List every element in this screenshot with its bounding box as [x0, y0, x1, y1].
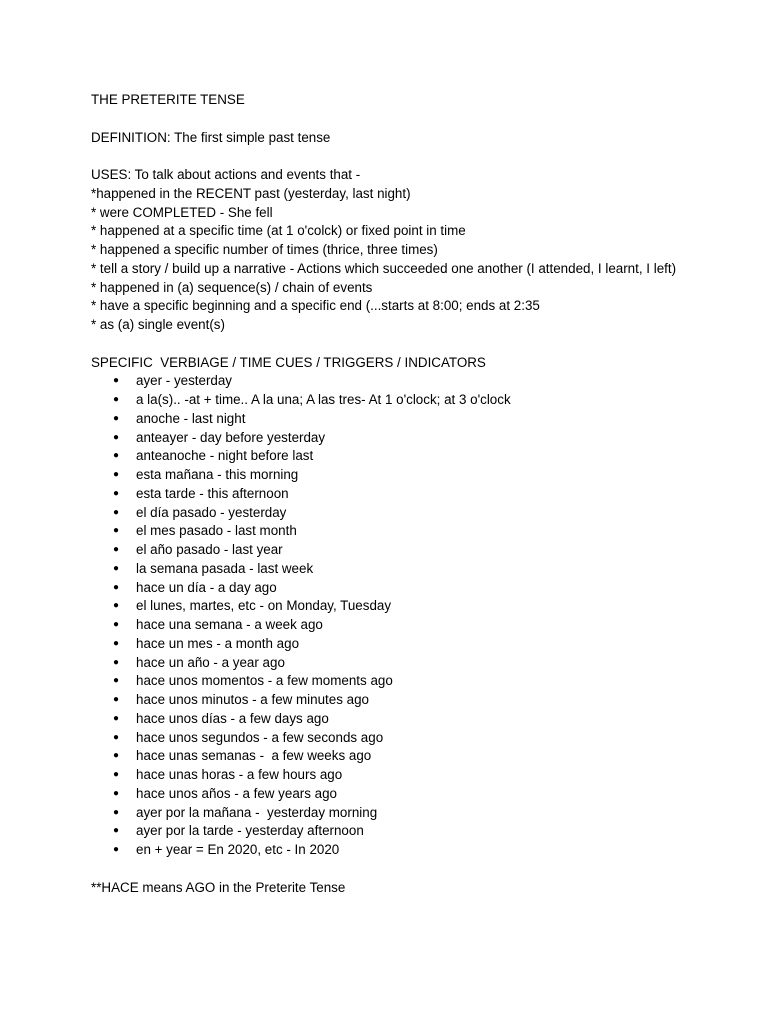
- spacer: [91, 335, 681, 354]
- spacer: [91, 860, 681, 879]
- list-item: [91, 654, 681, 673]
- bullet-icon: ●: [113, 675, 120, 687]
- list-item-text: hace unos días - a few days ago: [136, 710, 329, 726]
- list-item-text: hace un día - a day ago: [136, 579, 277, 595]
- bullet-icon: ●: [113, 731, 120, 743]
- bullet-icon: ●: [113, 750, 120, 762]
- uses-list: [91, 185, 681, 335]
- list-item-text: anteanoche - night before last: [136, 448, 314, 464]
- list-item-text: el día pasado - yesterday: [136, 504, 287, 520]
- uses-item: * have a specific beginning and a specific end (...starts at 8:00; ends at 2:35: [91, 298, 540, 314]
- list-item: [91, 616, 681, 635]
- list-item-text: hace una semana - a week ago: [136, 617, 323, 632]
- list-item: [91, 766, 681, 785]
- list-item-text: esta tarde - this afternoon: [136, 485, 289, 501]
- list-item: [91, 579, 681, 598]
- bullet-icon: ●: [113, 656, 120, 668]
- bullet-icon: ●: [113, 487, 120, 499]
- list-item-text: el año pasado - last year: [136, 542, 283, 557]
- list-item: [91, 522, 681, 541]
- uses-heading: USES: To talk about actions and events that -: [91, 167, 361, 182]
- list-item: [91, 504, 681, 523]
- bullet-icon: ●: [113, 469, 120, 480]
- list-item-text: hace un año - a year ago: [136, 654, 285, 670]
- list-item-text: ayer - yesterday: [136, 373, 233, 389]
- list-item: [91, 747, 681, 766]
- definition-line: DEFINITION: The first simple past tense: [91, 129, 331, 145]
- list-item-text: a la(s).. -at + time.. A la una; A las tres- At 1 o'clock; at 3 o'clock: [136, 392, 511, 407]
- bullet-icon: ●: [113, 637, 120, 649]
- document-page: [91, 91, 681, 897]
- bullet-icon: ●: [113, 825, 120, 837]
- list-item-text: hace unos segundos - a few seconds ago: [136, 729, 384, 745]
- list-item-text: anteayer - day before yesterday: [136, 429, 326, 445]
- uses-item: * were COMPLETED - She fell: [91, 204, 273, 220]
- bullet-icon: ●: [113, 394, 120, 405]
- list-item: [91, 372, 681, 391]
- uses-item: * tell a story / build up a narrative - Actions which succeeded one another (I attended, I learnt, I left): [91, 260, 677, 276]
- list-item-text: hace unos minutos - a few minutes ago: [136, 692, 369, 707]
- list-item: [91, 410, 681, 429]
- list-item-text: ayer por la mañana - yesterday morning: [136, 804, 378, 820]
- bullet-icon: ●: [113, 806, 120, 818]
- bullet-icon: ●: [113, 562, 120, 574]
- bullet-icon: ●: [113, 525, 120, 537]
- list-item-text: hace un mes - a month ago: [136, 635, 300, 651]
- bullet-icon: ●: [113, 844, 120, 855]
- list-item: [91, 804, 681, 823]
- uses-item: * happened a specific number of times (thrice, three times): [91, 242, 438, 257]
- bullet-icon: ●: [113, 712, 120, 724]
- bullet-icon: ●: [113, 375, 120, 387]
- uses-item: * as (a) single event(s): [91, 317, 225, 332]
- cues-heading: SPECIFIC VERBIAGE / TIME CUES / TRIGGERS / INDICATORS: [91, 354, 486, 370]
- list-item: [91, 541, 681, 560]
- list-item-text: hace unas semanas - a few weeks ago: [136, 748, 372, 764]
- list-item: [91, 429, 681, 448]
- list-item: [91, 597, 681, 616]
- bullet-icon: ●: [113, 619, 120, 630]
- bullet-icon: ●: [113, 450, 120, 462]
- list-item: [91, 560, 681, 579]
- list-item-text: esta mañana - this morning: [136, 467, 299, 482]
- bullet-icon: ●: [113, 544, 120, 555]
- list-item: [91, 710, 681, 729]
- list-item: [91, 785, 681, 804]
- list-item-text: ayer por la tarde - yesterday afternoon: [136, 823, 364, 839]
- list-item-text: en + year = En 2020, etc - In 2020: [136, 842, 340, 857]
- list-item: [91, 672, 681, 691]
- list-item-text: el lunes, martes, etc - on Monday, Tuesday: [136, 598, 392, 614]
- spacer: [91, 110, 681, 129]
- list-item-text: la semana pasada - last week: [136, 560, 314, 576]
- list-item: [91, 822, 681, 841]
- document-title: THE PRETERITE TENSE: [91, 92, 245, 107]
- cues-list: [91, 372, 681, 860]
- list-item-text: anoche - last night: [136, 410, 246, 426]
- list-item: [91, 691, 681, 710]
- hace-note: **HACE means AGO in the Preterite Tense: [91, 879, 346, 895]
- bullet-icon: ●: [113, 412, 120, 424]
- list-item: [91, 635, 681, 654]
- list-item-text: hace unas horas - a few hours ago: [136, 767, 343, 782]
- list-item: [91, 729, 681, 748]
- list-item: [91, 841, 681, 860]
- bullet-icon: ●: [113, 787, 120, 799]
- bullet-icon: ●: [113, 600, 120, 612]
- bullet-icon: ●: [113, 506, 120, 518]
- list-item: [91, 466, 681, 485]
- list-item: [91, 447, 681, 466]
- bullet-icon: ●: [113, 431, 120, 443]
- list-item-text: el mes pasado - last month: [136, 523, 297, 539]
- uses-item: *happened in the RECENT past (yesterday, last night): [91, 185, 411, 201]
- bullet-icon: ●: [113, 581, 120, 593]
- list-item-text: hace unos años - a few years ago: [136, 785, 337, 801]
- uses-item: * happened at a specific time (at 1 o'colck) or fixed point in time: [91, 223, 466, 239]
- list-item: [91, 391, 681, 410]
- spacer: [91, 147, 681, 166]
- bullet-icon: ●: [113, 769, 120, 780]
- list-item: [91, 485, 681, 504]
- list-item-text: hace unos momentos - a few moments ago: [136, 673, 393, 689]
- uses-item: * happened in (a) sequence(s) / chain of events: [91, 279, 373, 295]
- bullet-icon: ●: [113, 694, 120, 705]
